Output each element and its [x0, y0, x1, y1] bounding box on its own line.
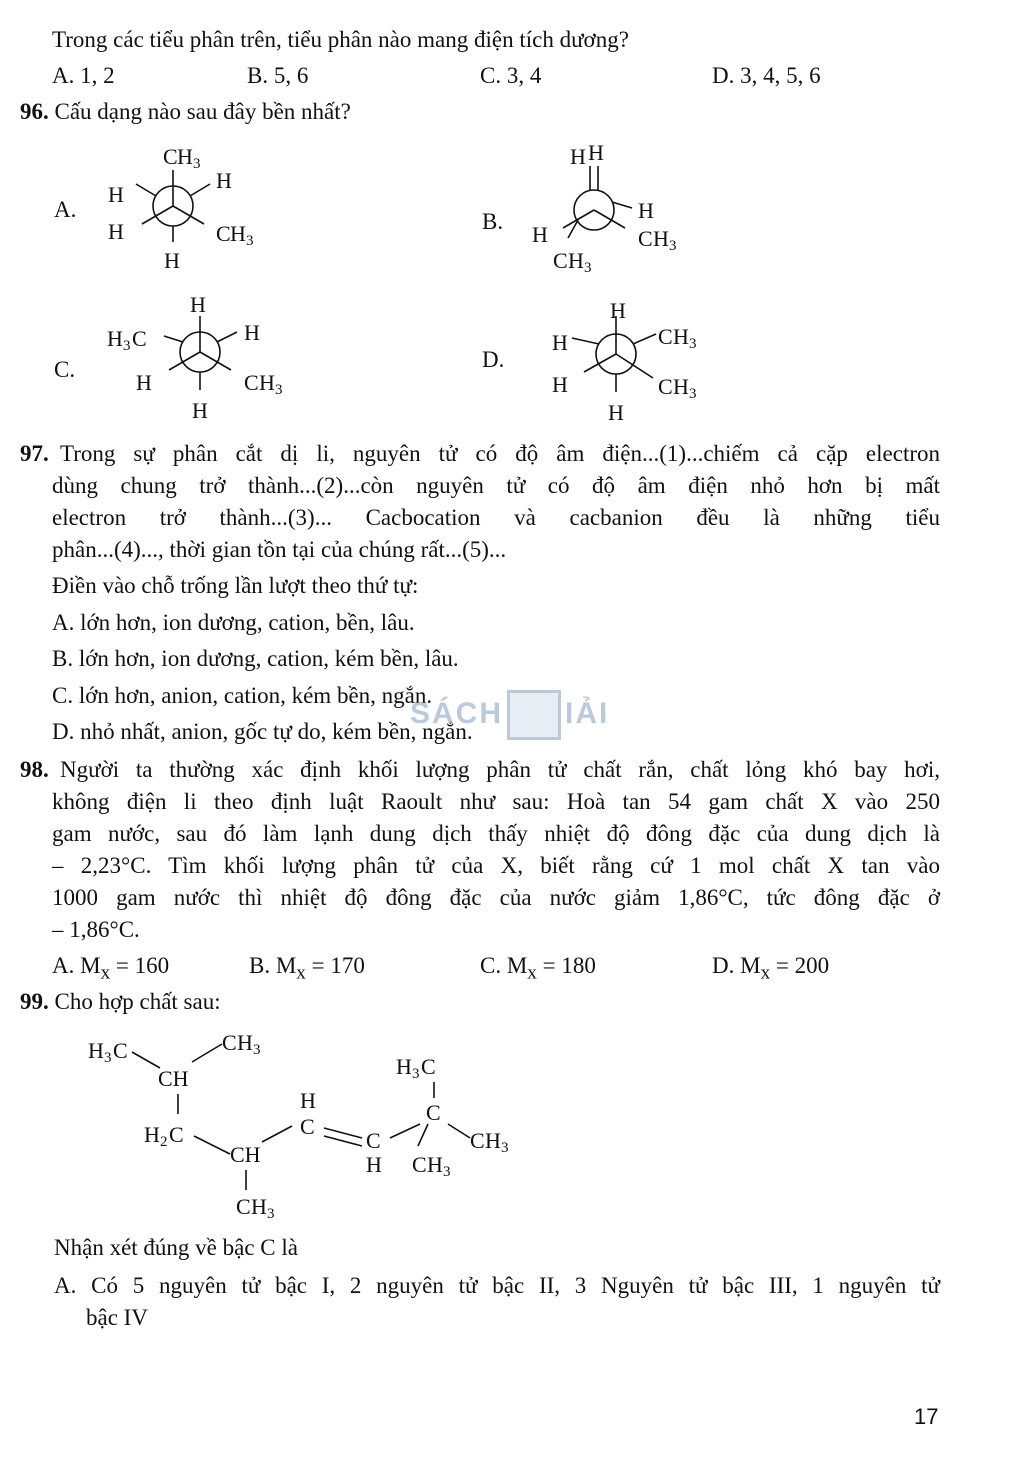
atom-h: H	[608, 400, 624, 425]
q98-line-5: 1000 gam nước thì nhiệt độ đông đặc của nước giảm 1,86°C, tức đông đặc ở	[52, 885, 940, 910]
subscript-3: 3	[689, 336, 697, 352]
atom-h: H	[108, 219, 124, 244]
watermark-left: SÁCH	[410, 696, 504, 730]
q99-question	[20, 988, 221, 1016]
option-subscript: x	[100, 962, 111, 984]
intro-option-a: A. 1, 2	[52, 63, 115, 88]
atom-c: C	[470, 1128, 485, 1153]
option-subscript: x	[760, 962, 771, 984]
q96-label-d: D.	[482, 347, 505, 372]
atom-h: H	[638, 198, 654, 223]
newman-projection-a	[100, 140, 280, 275]
subscript-3: 3	[193, 156, 201, 172]
atom-ch: CH	[230, 1142, 261, 1167]
atom-h: H	[532, 222, 548, 247]
q97-number: 97.	[20, 441, 49, 466]
atom-h: H	[144, 1122, 160, 1147]
q97-option-c: C. lớn hơn, anion, cation, kém bền, ngắn.	[52, 683, 433, 708]
atom-c: C	[216, 221, 231, 246]
atom-h: H	[164, 248, 180, 273]
atom-h: H	[366, 1152, 382, 1177]
atom-h: H	[108, 182, 124, 207]
q96-label-a: A.	[54, 197, 77, 222]
atom-c: C	[163, 144, 178, 169]
option-prefix: B. M	[249, 953, 297, 978]
atom-h: H	[396, 1054, 412, 1079]
subscript-3: 3	[104, 1050, 112, 1066]
atom-h: H	[192, 398, 208, 423]
atom-h: H	[552, 372, 568, 397]
intro-option-d: D. 3, 4, 5, 6	[712, 63, 821, 88]
subscript-3: 3	[689, 386, 697, 402]
q97-option-b: B. lớn hơn, ion dương, cation, kém bền, lâu.	[52, 646, 459, 671]
atom-c: C	[553, 248, 568, 273]
atom-h: H	[588, 140, 604, 165]
q98-number: 98.	[20, 757, 49, 782]
atom-c: C	[236, 1194, 251, 1219]
atom-h: H	[251, 1194, 267, 1219]
intro-option-c: C. 3, 4	[480, 63, 542, 88]
atom-c: C	[113, 1038, 128, 1063]
atom-h: H	[552, 330, 568, 355]
subscript-3: 3	[253, 1042, 261, 1058]
option-value: = 170	[305, 953, 365, 978]
option-subscript: x	[296, 962, 306, 984]
atom-c: C	[300, 1114, 315, 1139]
watermark-logo	[410, 690, 609, 740]
watermark-right: IẢI	[565, 696, 610, 730]
q98-option-a	[52, 952, 169, 988]
q98-line-1: Người ta thường xác định khối lượng phân tử chất rắn, chất lỏng khó bay hơi,	[60, 757, 940, 782]
subscript-3: 3	[443, 1164, 451, 1180]
q97-line-1: Trong sự phân cắt dị li, nguyên tử có độ âm điện...(1)...chiếm cả cặp electron	[60, 441, 940, 466]
subscript-3: 3	[584, 260, 592, 276]
option-value: = 160	[110, 953, 170, 978]
atom-h: H	[673, 374, 689, 399]
q97-line-3: electron trở thành...(3)... Cacbocation và cacbanion đều là những tiểu	[52, 505, 940, 530]
subscript-3: 3	[669, 238, 677, 254]
atom-c: C	[132, 326, 147, 351]
atom-c: C	[658, 374, 673, 399]
atom-c: C	[244, 370, 259, 395]
atom-c: C	[426, 1100, 441, 1125]
q99-number: 99.	[20, 989, 49, 1014]
q97-option-a: A. lớn hơn, ion dương, cation, bền, lâu.	[52, 610, 415, 635]
atom-c: C	[412, 1152, 427, 1177]
atom-h: H	[653, 226, 669, 251]
atom-c: C	[658, 324, 673, 349]
newman-projection-d	[548, 292, 728, 427]
q97-line-2: dùng chung trở thành...(2)...còn nguyên tử có độ âm điện nhỏ hơn bị mất	[52, 473, 940, 498]
option-prefix: C. M	[480, 953, 528, 978]
atom-h: H	[570, 144, 586, 169]
atom-h: H	[88, 1038, 104, 1063]
q97-option-d: D. nhỏ nhất, anion, gốc tự do, kém bền, ngắn.	[52, 719, 473, 744]
atom-c: C	[638, 226, 653, 251]
option-prefix: D. M	[712, 953, 761, 978]
option-value: = 200	[770, 953, 830, 978]
intro-question: Trong các tiểu phân trên, tiểu phân nào mang điện tích dương?	[52, 27, 629, 52]
q98-line-4: – 2,23°C. Tìm khối lượng phân tử của X, biết rằng cứ 1 mol chất X tan vào	[52, 853, 940, 878]
q96-label-c: C.	[54, 357, 76, 382]
q98-line-3: gam nước, sau đó làm lạnh dung dịch thấy nhiệt độ đông đặc của dung dịch là	[52, 821, 940, 846]
atom-h: H	[568, 248, 584, 273]
atom-h: H	[485, 1128, 501, 1153]
q97-line-4: phân...(4)..., thời gian tồn tại của chúng rất...(5)...	[52, 537, 507, 562]
atom-h: H	[237, 1030, 253, 1055]
q99-option-a-line-2: bậc IV	[86, 1305, 148, 1330]
q96-question	[20, 98, 351, 126]
option-prefix: A. M	[52, 953, 101, 978]
atom-h: H	[259, 370, 275, 395]
subscript-3: 3	[501, 1140, 509, 1156]
atom-h: H	[107, 326, 123, 351]
q98-option-d	[712, 952, 829, 988]
subscript-3: 3	[267, 1206, 275, 1222]
q96-label-b: B.	[482, 209, 504, 234]
atom-h: H	[230, 221, 246, 246]
atom-h: H	[216, 168, 232, 193]
q99-text: Cho hợp chất sau:	[54, 989, 221, 1014]
intro-option-b: B. 5, 6	[247, 63, 309, 88]
atom-c: C	[169, 1122, 184, 1147]
q99-option-a-line-1: A. Có 5 nguyên tử bậc I, 2 nguyên tử bậc II, 3 Nguyên tử bậc III, 1 nguyên tử	[54, 1273, 940, 1298]
structural-formula	[86, 1022, 536, 1222]
atom-c: C	[366, 1128, 381, 1153]
newman-projection-c	[104, 290, 304, 425]
option-subscript: x	[527, 962, 537, 984]
watermark-box-icon	[507, 690, 561, 740]
atom-h: H	[610, 298, 626, 323]
q98-option-b	[249, 952, 365, 988]
atom-h: H	[136, 370, 152, 395]
q98-line-6: – 1,86°C.	[52, 917, 140, 942]
subscript-2: 2	[160, 1134, 168, 1150]
q98-line-2: không điện li theo định luật Raoult như sau: Hoà tan 54 gam chất X vào 250	[52, 789, 940, 814]
page-number: 17	[914, 1404, 939, 1429]
atom-h: H	[427, 1152, 443, 1177]
q98-option-c	[480, 952, 596, 988]
atom-h: H	[244, 320, 260, 345]
subscript-3: 3	[246, 233, 254, 249]
subscript-3: 3	[123, 338, 131, 354]
q99-prompt: Nhận xét đúng về bậc C là	[54, 1235, 298, 1260]
subscript-3: 3	[412, 1066, 420, 1082]
atom-h: H	[300, 1088, 316, 1113]
atom-c: C	[421, 1054, 436, 1079]
q96-text: Cấu dạng nào sau đây bền nhất?	[54, 99, 351, 124]
atom-h: H	[673, 324, 689, 349]
option-value: = 180	[536, 953, 596, 978]
q96-number: 96.	[20, 99, 49, 124]
subscript-3: 3	[275, 382, 283, 398]
atom-h: H	[177, 144, 193, 169]
newman-projection-b	[528, 138, 708, 278]
atom-h: H	[190, 292, 206, 317]
atom-c: C	[222, 1030, 237, 1055]
q97-prompt: Điền vào chỗ trống lần lượt theo thứ tự:	[52, 573, 419, 598]
atom-ch: CH	[158, 1066, 189, 1091]
